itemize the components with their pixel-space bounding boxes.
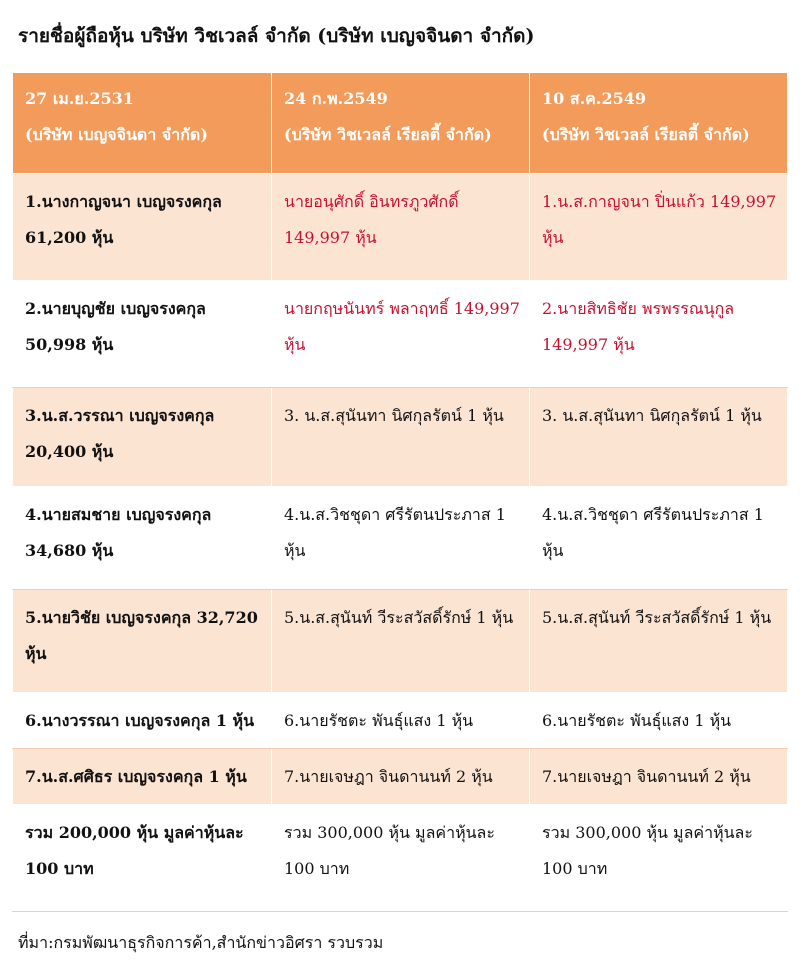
table-cell: นายอนุศักดิ์ อินทรภูวศักดิ์ 149,997 หุ้น: [272, 174, 530, 281]
page-title: รายชื่อผู้ถือหุ้น บริษัท วิชเวลล์ จำกัด (บริษัท เบญจจินดา จำกัด): [18, 25, 535, 47]
table-cell: 7.นายเจษฎา จินดานนท์ 2 หุ้น: [530, 749, 788, 805]
table-row: [13, 388, 788, 487]
table-cell: 5.นายวิชัย เบญจรงคกุล 32,720 หุ้น: [13, 590, 272, 693]
table-row: [13, 749, 788, 805]
header-cell-feb-2006: [272, 73, 530, 174]
table-row: [13, 174, 788, 281]
table-cell: รวม 300,000 หุ้น มูลค่าหุ้นละ 100 บาท: [530, 805, 788, 912]
table-row: [13, 590, 788, 693]
table-cell: 1.นางกาญจนา เบญจรงคกุล 61,200 หุ้น: [13, 174, 272, 281]
table-header-row: [13, 73, 788, 174]
table-cell: นายกฤษนันทร์ พลาฤทธิ์ 149,997 หุ้น: [272, 281, 530, 388]
table-cell: 5.น.ส.สุนันท์ วีระสวัสดิ์รักษ์ 1 หุ้น: [272, 590, 530, 693]
header-date: 24 ก.พ.2549: [284, 89, 388, 108]
shareholder-table: [12, 72, 788, 912]
table-cell: 6.นายรัชตะ พันธุ์แสง 1 หุ้น: [530, 693, 788, 749]
table-cell: 6.นายรัชตะ พันธุ์แสง 1 หุ้น: [272, 693, 530, 749]
table-cell: รวม 300,000 หุ้น มูลค่าหุ้นละ 100 บาท: [272, 805, 530, 912]
table-cell: 1.น.ส.กาญจนา ปิ่นแก้ว 149,997 หุ้น: [530, 174, 788, 281]
table-cell: 4.น.ส.วิชชุดา ศรีรัตนประภาส 1 หุ้น: [272, 487, 530, 590]
source-note: ที่มา:กรมพัฒนาธุรกิจการค้า,สำนักข่าวอิศรา รวบรวม: [18, 933, 384, 952]
table-row: [13, 281, 788, 388]
table-cell: 3. น.ส.สุนันทา นิศกุลรัตน์ 1 หุ้น: [272, 388, 530, 487]
table-cell: 2.นายบุญชัย เบญจรงคกุล 50,998 หุ้น: [13, 281, 272, 388]
header-company: (บริษัท วิชเวลล์ เรียลตี้ จำกัด): [542, 125, 750, 144]
table-cell: 4.น.ส.วิชชุดา ศรีรัตนประภาส 1 หุ้น: [530, 487, 788, 590]
table-cell: รวม 200,000 หุ้น มูลค่าหุ้นละ 100 บาท: [13, 805, 272, 912]
table-row: [13, 487, 788, 590]
table-cell: 6.นางวรรณา เบญจรงคกุล 1 หุ้น: [13, 693, 272, 749]
table-cell: 3.น.ส.วรรณา เบญจรงคกุล 20,400 หุ้น: [13, 388, 272, 487]
table-row: [13, 805, 788, 912]
header-cell-aug-2006: [530, 73, 788, 174]
header-company: (บริษัท วิชเวลล์ เรียลตี้ จำกัด): [284, 125, 492, 144]
table-cell: 7.น.ส.ศศิธร เบญจรงคกุล 1 หุ้น: [13, 749, 272, 805]
header-company: (บริษัท เบญจจินดา จำกัด): [25, 125, 208, 144]
table-cell: 2.นายสิทธิชัย พรพรรณนุกูล 149,997 หุ้น: [530, 281, 788, 388]
header-date: 27 เม.ย.2531: [25, 89, 134, 108]
table-cell: 3. น.ส.สุนันทา นิศกุลรัตน์ 1 หุ้น: [530, 388, 788, 487]
table-row: [13, 693, 788, 749]
header-date: 10 ส.ค.2549: [542, 89, 646, 108]
table-cell: 4.นายสมชาย เบญจรงคกุล 34,680 หุ้น: [13, 487, 272, 590]
table-cell: 7.นายเจษฎา จินดานนท์ 2 หุ้น: [272, 749, 530, 805]
table-cell: 5.น.ส.สุนันท์ วีระสวัสดิ์รักษ์ 1 หุ้น: [530, 590, 788, 693]
header-cell-1988: [13, 73, 272, 174]
